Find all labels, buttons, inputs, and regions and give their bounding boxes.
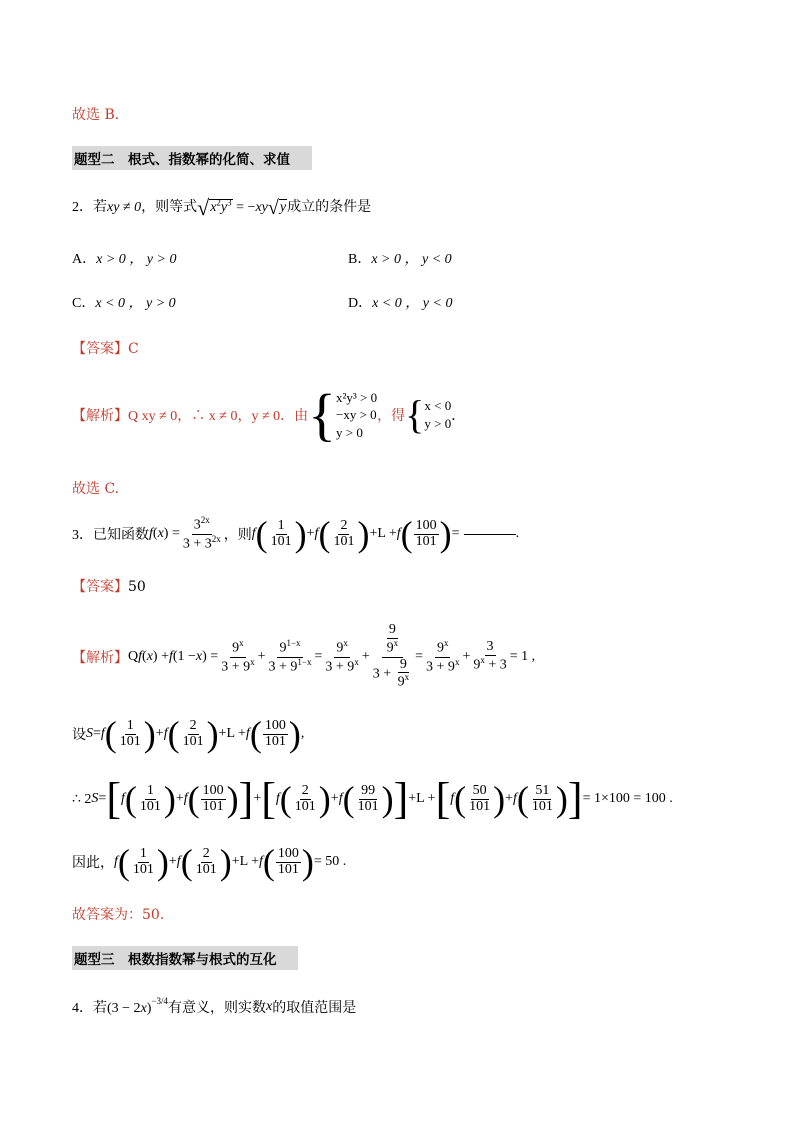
system-2-row: x < 0 — [424, 398, 452, 414]
q2-answer — [72, 338, 139, 358]
q2-option-a-label: A． — [72, 252, 97, 267]
q3-answer — [72, 576, 146, 596]
q3-let-formula: S = f ( $\frac{1}{101}$ ) + f ( $\frac{2}{101}$ ) +L + f ( $\frac{100}{101}$ ) , — [86, 714, 305, 754]
q3-2s-formula: ∴ 2 S = [ f ( $\frac{1}{101}$ ) + f ( $\frac{100}{101}$ ) ] + [ f ( $\frac{2}{101}$ ) + f ( $\frac{99}{101}$ ) ] +L + [ f ( $\frac{50}{101}$ ) + f ( $\frac{51}{101}$ ) ] = 1×100 = 100 . — [72, 774, 673, 823]
q3-let-s — [72, 712, 304, 756]
q3-analysis-formula: Q f ( x ) + f (1 − x ) = $\frac{9^x}{3 + 9^x}$ + $\frac{9^{1-x}}{3 + 9^{1-x}}$ = $\frac{9^x}{3 + 9^x}$ + $\frac{9}{9^x}$ 3 + $\frac{9}{9^x}$ = $\frac{9^x}{3 + 9^x}$ + $\frac{3}{9^x + 3}$ = 1 , — [128, 622, 536, 690]
q2-option-d-label: D． — [348, 296, 373, 311]
q3-2s-line — [72, 774, 673, 824]
q3-let-prefix: 设 — [72, 728, 86, 743]
section-header-2: 题型二 根式、指数幂的化简、求值 — [72, 146, 312, 170]
q2-option-a-value: x > 0 ， y > 0 — [96, 252, 177, 267]
system-1-row: y > 0 — [336, 424, 363, 440]
analysis-text: Q xy ≠ 0，∴ x ≠ 0，y ≠ 0．由 — [128, 409, 309, 424]
q3-analysis-line-1 — [72, 622, 535, 692]
q3-sum-expression: f ( $\frac{1}{101}$ ) + f ( $\frac{2}{101}$ ) +L + f ( $\frac{100}{101}$ ) = — [251, 514, 460, 554]
system-1 — [336, 389, 377, 442]
conclusion-q1: 故选 B． — [72, 107, 129, 123]
q2-option-c — [72, 292, 176, 312]
question-4-stem — [72, 996, 356, 1017]
q2-analysis — [72, 380, 465, 450]
q4-end: 的取值范围是 — [272, 1000, 357, 1016]
conclusion-q2: 故选 C. — [72, 481, 120, 497]
q2-option-b — [348, 248, 452, 268]
analysis-tag: 【解析】 — [72, 651, 128, 666]
answer-tag: 【答案】 — [72, 341, 128, 357]
q3-function-def: f ( x ) = $\frac{3^{2x}}{3 + 3^{2x}}$ — [149, 515, 221, 552]
answer-value: 50 — [128, 579, 146, 595]
answer-blank — [464, 533, 516, 535]
q3-therefore-formula: f ( $\frac{1}{101}$ ) + f ( $\frac{2}{101}$ ) +L + f ( $\frac{100}{101}$ ) = 50 . — [114, 842, 347, 882]
q2-cond: xy ≠ 0 — [107, 200, 142, 215]
q2-option-a — [72, 248, 176, 268]
q3-mid: ，则 — [223, 528, 252, 543]
q2-mid: ，则等式 — [141, 200, 198, 215]
q4-prefix: 4．若 — [72, 1000, 107, 1016]
question-2-stem — [72, 196, 371, 219]
analysis-tag: 【解析】 — [72, 409, 128, 424]
brace-left-2: { — [405, 392, 425, 437]
q4-var: x — [266, 998, 273, 1014]
q2-suffix: 成立的条件是 — [287, 200, 372, 215]
q2-option-d — [348, 292, 452, 312]
conclusion-q3: 故答案为：50. — [72, 907, 165, 923]
system-2 — [424, 397, 451, 432]
q4-expression: $(3 - 2x)^{-3/4}$ — [107, 996, 169, 1016]
answer-value: C — [128, 341, 139, 357]
q2-option-c-value: x < 0 ， y > 0 — [95, 296, 176, 311]
system-1-row: −xy > 0 — [336, 407, 377, 423]
q2-prefix: 2．若 — [72, 200, 107, 215]
question-3-stem: 3．已知函数 f ( x ) = $\frac{3^{2x}}{3 + 3^{2x}}$ ，则 f ( $\frac{1}{101}$ ) + f ( $\frac{2}{101}$ ) +L + f ( $\frac{100}{101}$ ) = . — [72, 514, 520, 554]
q2-option-c-label: C． — [72, 296, 96, 311]
section-header-3: 题型三 根数指数幂与根式的互化 — [72, 946, 298, 970]
system-2-row: y > 0 — [424, 416, 452, 431]
q3-therefore-label: 因此， — [72, 856, 114, 871]
system-1-row: x²y³ > 0 — [336, 389, 378, 405]
q2-equation: $√x^2y^3 = -xy√y$ — [197, 194, 287, 220]
q2-option-d-value: x < 0 ， y < 0 — [372, 296, 453, 311]
q2-option-b-label: B． — [348, 252, 372, 267]
q3-prefix: 3．已知函数 — [72, 528, 149, 543]
q4-suffix: 有意义，则实数 — [168, 1000, 267, 1016]
brace-left-1: { — [308, 382, 337, 447]
analysis-mid: ，得 — [377, 409, 406, 424]
q2-option-b-value: x > 0 ， y < 0 — [371, 252, 452, 267]
analysis-end: ． — [451, 409, 466, 424]
answer-tag: 【答案】 — [72, 579, 128, 595]
q3-therefore — [72, 840, 346, 884]
